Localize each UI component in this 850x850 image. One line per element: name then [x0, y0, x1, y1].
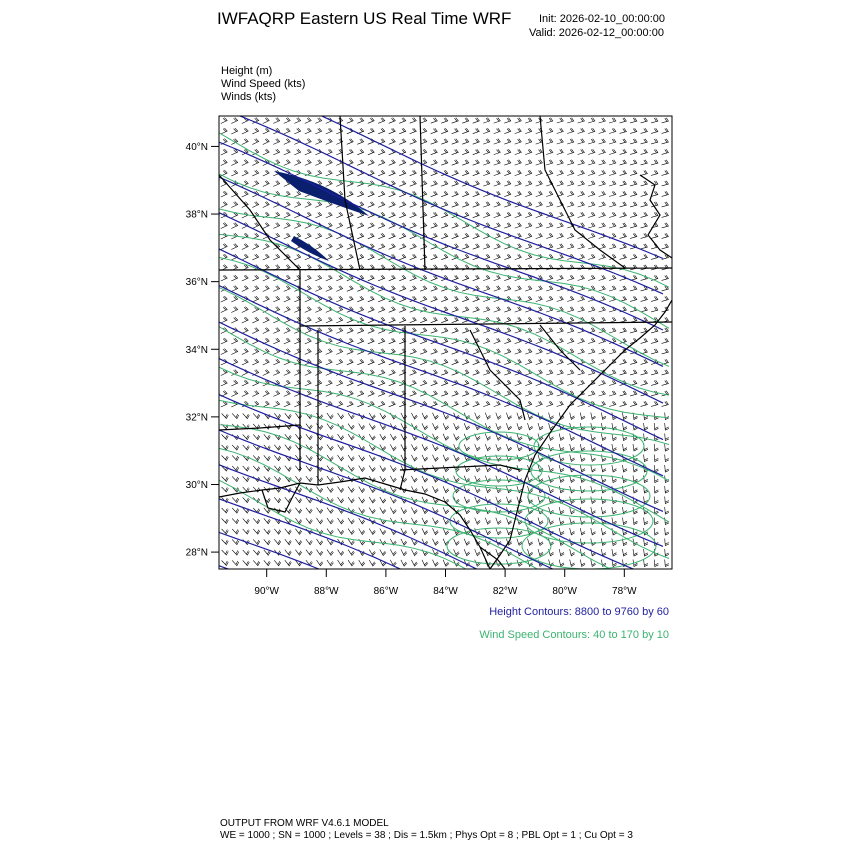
height-contour — [219, 599, 663, 783]
map-content — [219, 74, 672, 819]
height-contour — [219, 461, 663, 648]
lat-tick-label: 34°N — [185, 344, 208, 356]
height-contour — [219, 108, 663, 294]
footer-settings: WE = 1000 ; SN = 1000 ; Levels = 38 ; Dis = 1.5km ; Phys Opt = 8 ; PBL Opt = 1 ; Cu Opt = 3 — [220, 830, 633, 841]
field-label-winds: Winds (kts) — [221, 91, 276, 103]
field-label-wind-speed: Wind Speed (kts) — [221, 78, 306, 90]
lon-tick-label: 82°W — [492, 586, 518, 597]
valid-time: Valid: 2026-02-12_00:00:00 — [529, 27, 664, 39]
lon-tick-label: 88°W — [314, 586, 339, 597]
wind-speed-contour — [522, 523, 656, 569]
lon-tick-label: 86°W — [373, 586, 399, 597]
lon-tick-label: 80°W — [552, 586, 577, 597]
lat-tick-label: 32°N — [185, 412, 208, 424]
lat-tick-label: 28°N — [185, 547, 208, 559]
wind-speed-contours-legend: Wind Speed Contours: 40 to 170 by 10 — [479, 629, 669, 641]
height-contour — [219, 633, 663, 819]
lon-tick-label: 84°W — [433, 586, 458, 597]
init-time: Init: 2026-02-10_00:00:00 — [539, 13, 665, 25]
field-label-height: Height (m) — [221, 65, 273, 77]
lat-tick-label: 38°N — [185, 209, 208, 221]
height-contour — [219, 142, 663, 330]
map-title: IWFAQRP Eastern US Real Time WRF — [217, 9, 512, 28]
lon-tick-label: 90°W — [254, 586, 279, 597]
height-contour — [219, 177, 663, 366]
height-contour — [219, 74, 663, 258]
lat-tick-label: 36°N — [185, 277, 208, 289]
wind-speed-contour — [528, 475, 650, 517]
lon-tick-label: 78°W — [612, 586, 637, 597]
height-contours-legend: Height Contours: 8800 to 9760 by 60 — [489, 606, 669, 618]
lat-tick-label: 40°N — [185, 141, 208, 153]
footer-model-info: OUTPUT FROM WRF V4.6.1 MODEL — [220, 818, 389, 829]
height-contour — [219, 531, 663, 715]
lat-tick-label: 30°N — [185, 479, 208, 491]
